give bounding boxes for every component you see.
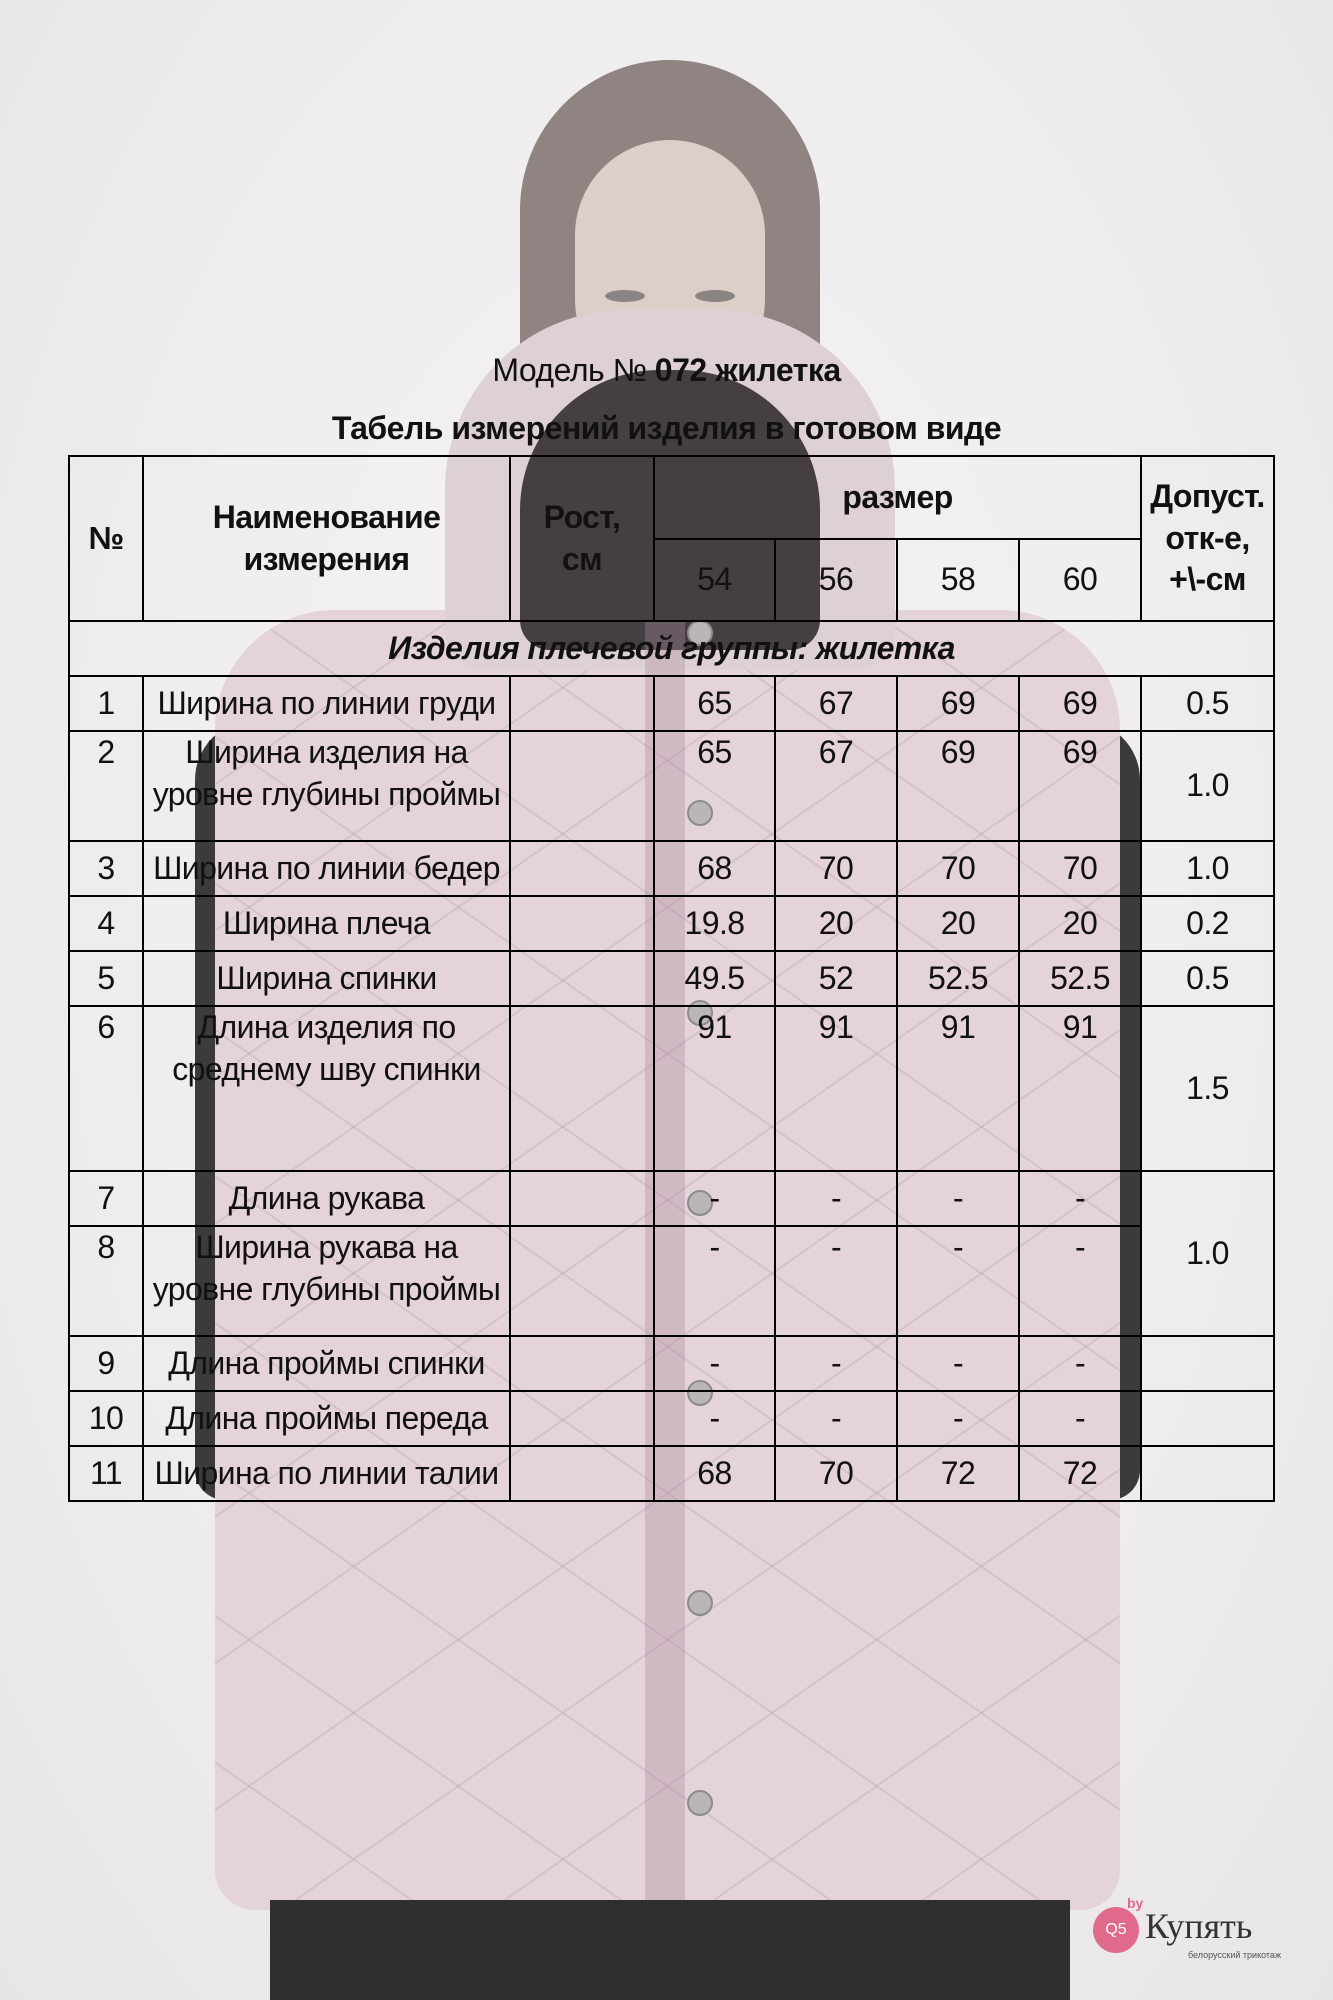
row-number: 6	[69, 1006, 143, 1171]
header-tol-line2: отк-е,	[1165, 519, 1250, 556]
row-tolerance: 1.0	[1141, 841, 1274, 896]
logo-by: by	[1127, 1895, 1144, 1911]
row-size-value: 65	[654, 731, 775, 841]
row-measurement-name: Ширина плеча	[143, 896, 510, 951]
table-row	[69, 841, 1274, 896]
row-tolerance: 0.2	[1141, 896, 1274, 951]
row-size-value: -	[897, 1336, 1019, 1391]
table-row	[69, 1391, 1274, 1446]
row-size-value: -	[897, 1171, 1019, 1226]
header-height	[510, 456, 654, 621]
row-height	[510, 1391, 654, 1446]
row-measurement-name: Длина проймы переда	[143, 1391, 510, 1446]
header-height-line1: Рост,	[543, 498, 621, 535]
row-size-value: 70	[1019, 841, 1141, 896]
row-size-value: 19.8	[654, 896, 775, 951]
row-size-value: 52.5	[897, 951, 1019, 1006]
header-size-54: 54	[654, 539, 775, 621]
row-size-value: 67	[775, 676, 897, 731]
row-tolerance: 0.5	[1141, 951, 1274, 1006]
row-size-value: 68	[654, 841, 775, 896]
row-size-value: 70	[775, 1446, 897, 1501]
row-number: 1	[69, 676, 143, 731]
row-number: 5	[69, 951, 143, 1006]
row-size-value: 69	[897, 676, 1019, 731]
table-row	[69, 896, 1274, 951]
table-body	[69, 676, 1274, 1501]
row-tolerance	[1141, 1391, 1274, 1446]
row-height	[510, 676, 654, 731]
model-number: 072 жилетка	[654, 352, 841, 388]
group-row: Изделия плечевой группы: жилетка	[69, 621, 1274, 676]
row-size-value: 91	[1019, 1006, 1141, 1171]
row-height	[510, 731, 654, 841]
table-row	[69, 1446, 1274, 1501]
row-tolerance	[1141, 1446, 1274, 1501]
row-size-value: 70	[775, 841, 897, 896]
row-size-value: 65	[654, 676, 775, 731]
header-name-line1: Наименование	[212, 498, 441, 535]
row-tolerance: 1.5	[1141, 1006, 1274, 1171]
row-measurement-name: Ширина по линии бедер	[143, 841, 510, 896]
header-size-60: 60	[1019, 539, 1141, 621]
row-height	[510, 951, 654, 1006]
logo-tagline: белорусский трикотаж	[1188, 1950, 1281, 1960]
row-height	[510, 1336, 654, 1391]
row-size-value: 69	[1019, 676, 1141, 731]
row-number: 7	[69, 1171, 143, 1226]
row-number: 3	[69, 841, 143, 896]
header-size-58: 58	[897, 539, 1019, 621]
row-tolerance: 1.0	[1141, 731, 1274, 841]
table-row	[69, 1006, 1274, 1171]
row-size-value: 91	[654, 1006, 775, 1171]
header-name-line2: измерения	[243, 540, 410, 577]
row-number: 8	[69, 1226, 143, 1336]
row-size-value: -	[775, 1336, 897, 1391]
row-size-value: -	[654, 1171, 775, 1226]
row-measurement-name: Длина изделия по среднему шву спинки	[143, 1006, 510, 1171]
row-size-value: -	[1019, 1336, 1141, 1391]
row-size-value: 91	[775, 1006, 897, 1171]
row-size-value: 49.5	[654, 951, 775, 1006]
logo-badge-icon: Q5	[1093, 1907, 1139, 1953]
row-number: 4	[69, 896, 143, 951]
row-size-value: -	[897, 1391, 1019, 1446]
row-size-value: -	[775, 1391, 897, 1446]
row-size-value: -	[654, 1391, 775, 1446]
header-tol-line1: Допуст.	[1150, 478, 1265, 515]
row-number: 10	[69, 1391, 143, 1446]
row-height	[510, 1226, 654, 1336]
row-measurement-name: Ширина по линии груди	[143, 676, 510, 731]
row-size-value: 72	[1019, 1446, 1141, 1501]
table-row	[69, 951, 1274, 1006]
row-size-value: 20	[897, 896, 1019, 951]
row-height	[510, 896, 654, 951]
row-measurement-name: Ширина по линии талии	[143, 1446, 510, 1501]
table-row	[69, 1171, 1274, 1226]
row-measurement-name: Ширина рукава на уровне глубины проймы	[143, 1226, 510, 1336]
row-size-value: 69	[897, 731, 1019, 841]
row-size-value: -	[775, 1226, 897, 1336]
row-size-value: 69	[1019, 731, 1141, 841]
row-measurement-name: Длина проймы спинки	[143, 1336, 510, 1391]
row-tolerance: 1.0	[1141, 1171, 1274, 1336]
header-height-line2: см	[561, 540, 603, 577]
row-height	[510, 1446, 654, 1501]
row-size-value: 67	[775, 731, 897, 841]
row-size-value: 52	[775, 951, 897, 1006]
table-row	[69, 731, 1274, 841]
model-title	[0, 352, 1333, 389]
row-number: 9	[69, 1336, 143, 1391]
row-measurement-name: Ширина изделия на уровне глубины проймы	[143, 731, 510, 841]
row-size-value: 72	[897, 1446, 1019, 1501]
logo-name: Купять	[1145, 1906, 1253, 1946]
row-size-value: -	[654, 1226, 775, 1336]
row-size-value: 20	[1019, 896, 1141, 951]
row-number: 2	[69, 731, 143, 841]
measurement-table	[68, 455, 1275, 1502]
row-height	[510, 1171, 654, 1226]
row-size-value: 91	[897, 1006, 1019, 1171]
row-size-value: 20	[775, 896, 897, 951]
row-number: 11	[69, 1446, 143, 1501]
row-tolerance	[1141, 1336, 1274, 1391]
header-tol-line3: +\-см	[1169, 561, 1246, 598]
table-row	[69, 676, 1274, 731]
header-size-56: 56	[775, 539, 897, 621]
row-height	[510, 1006, 654, 1171]
row-size-value: 70	[897, 841, 1019, 896]
row-size-value: -	[775, 1171, 897, 1226]
row-size-value: -	[897, 1226, 1019, 1336]
row-measurement-name: Длина рукава	[143, 1171, 510, 1226]
row-size-value: -	[1019, 1226, 1141, 1336]
row-tolerance: 0.5	[1141, 676, 1274, 731]
model-title-prefix: Модель №	[492, 352, 655, 388]
table-row	[69, 1336, 1274, 1391]
sheet-subtitle: Табель измерений изделия в готовом виде	[331, 410, 1002, 446]
row-size-value: 52.5	[1019, 951, 1141, 1006]
header-num: №	[69, 456, 143, 621]
brand-logo	[1093, 1895, 1293, 1975]
header-name	[143, 456, 510, 621]
row-size-value: -	[1019, 1391, 1141, 1446]
table-row	[69, 1226, 1274, 1336]
row-height	[510, 841, 654, 896]
row-size-value: -	[654, 1336, 775, 1391]
header-tolerance	[1141, 456, 1274, 621]
row-size-value: 68	[654, 1446, 775, 1501]
row-size-value: -	[1019, 1171, 1141, 1226]
row-measurement-name: Ширина спинки	[143, 951, 510, 1006]
header-size: размер	[654, 456, 1141, 539]
